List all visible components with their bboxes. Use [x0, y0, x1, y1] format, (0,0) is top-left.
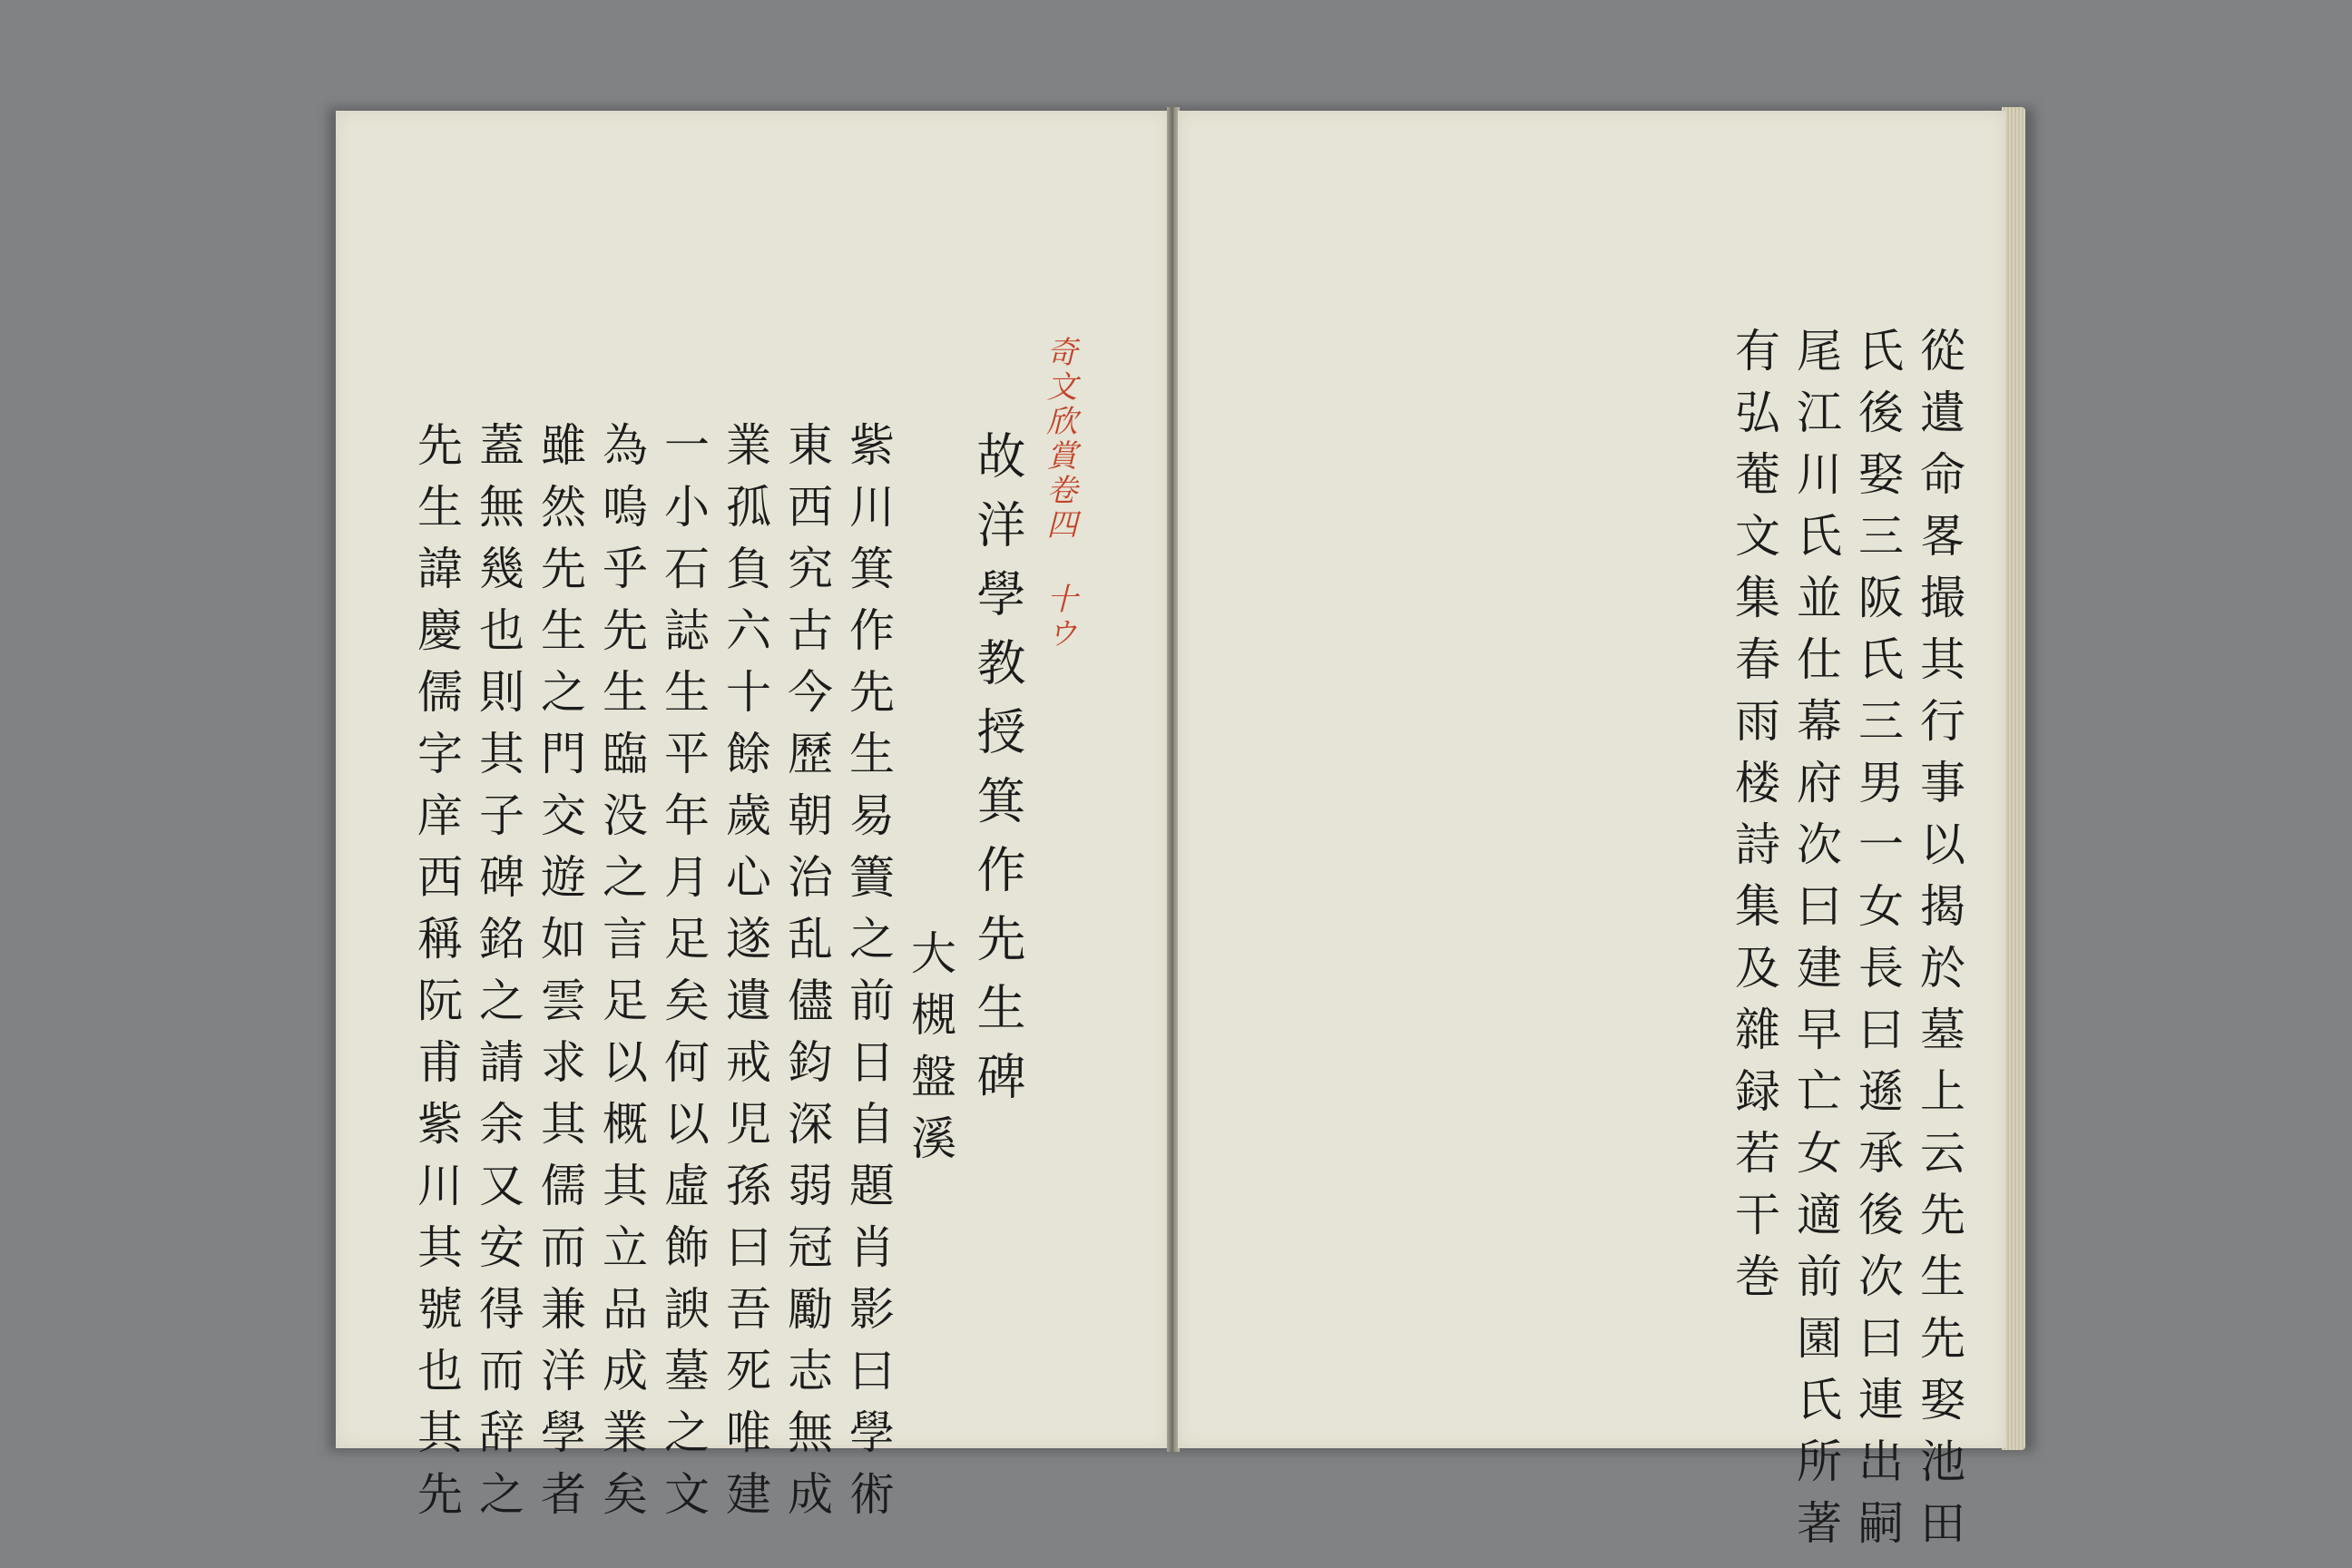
text-column-5: 為嗚乎先生臨没之言足以概其立品成業矣 [595, 421, 648, 1532]
text-column-11: 尾江川氏並仕幕府次曰建早亡女適前園氏所著 [1789, 327, 1842, 1561]
author: 大槻盤溪 [904, 929, 956, 1176]
text-column-2: 東西究古今歷朝治乱儘鈞深弱冠勵志無成 [780, 421, 833, 1532]
text-column-8: 先生諱慶儒字庠西稱阮甫紫川其號也其先 [410, 421, 463, 1532]
text-column-12: 有弘菴文集春雨楼詩集及雜録若干巻 [1728, 327, 1780, 1314]
text-column-1: 紫川箕作先生易簀之前日自題肖影曰學術 [842, 421, 895, 1532]
margin-note: 奇文欣賞卷四 十ウ [1041, 336, 1077, 652]
text-column-3: 業孤負六十餘歲心遂遺戒児孫曰吾死唯建 [719, 421, 771, 1532]
right-page [1178, 111, 2005, 1561]
left-page [336, 111, 1169, 1532]
title: 故洋學教授箕作先生碑 [969, 430, 1026, 1120]
text-column-10: 氏後娶三阪氏三男一女長曰遜承後次曰連出嗣 [1851, 327, 1904, 1561]
text-column-6: 雖然先生之門交遊如雲求其儒而兼洋學者 [534, 421, 586, 1532]
text-column-4: 一小石誌生平年月足矣何以虛飾諛墓之文 [657, 421, 710, 1532]
text-column-9: 從遺命畧撮其行事以揭於墓上云先生先娶池田 [1913, 327, 1965, 1561]
text-column-7: 蓋無幾也則其子碑銘之請余又安得而辞之 [472, 421, 524, 1532]
